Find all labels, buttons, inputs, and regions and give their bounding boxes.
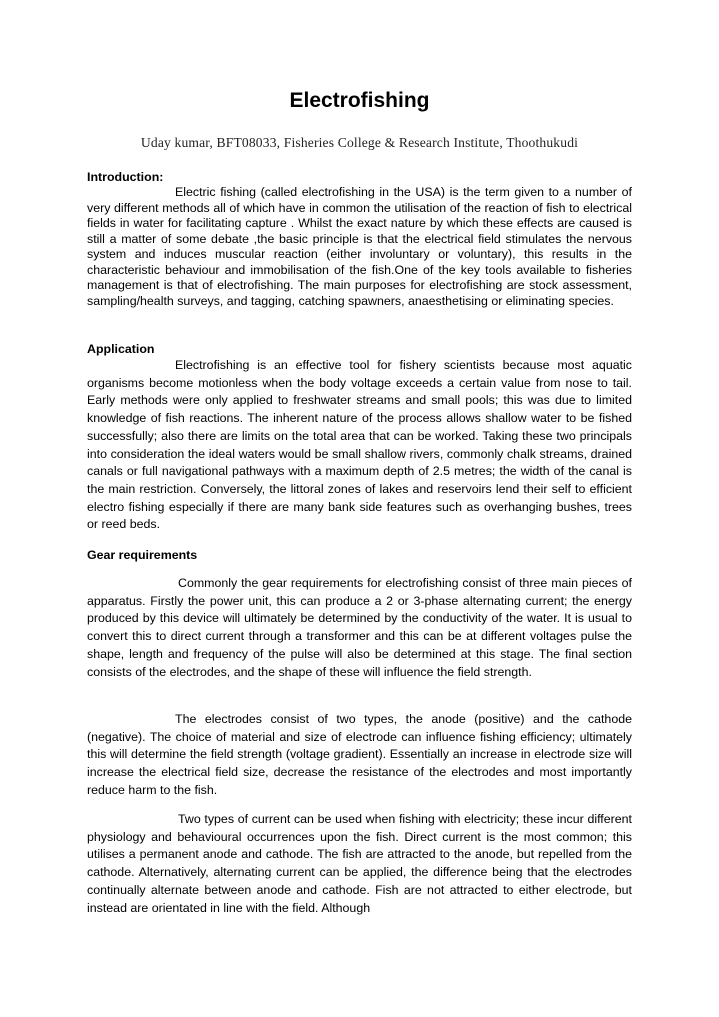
gear-paragraph-1: Commonly the gear requirements for electrofishing consist of three main pieces of apparatus. Firstly the power unit, this can produce a 2 or 3-phase alternating current; the energy produced by this device will ultimately be determined by the conductivity of the water. It is usual to convert this to direct current through a transformer and this can be at different voltages pulse the shape, length and frequency of the pulse will also be determined at this stage. The final section consists of the electrodes, and the shape of these will influence the field strength. [87, 576, 632, 679]
gear-paragraph-3: Two types of current can be used when fishing with electricity; these incur different physiology and behavioural occurrences upon the fish. Direct current is the most common; this utilises a permanent anode and cathode. The fish are attracted to the anode, but repelled from the cathode. Alternatively, alternating current can be applied, the difference being that the electrodes continually alternate between anode and cathode. Fish are not attracted to either electrode, but instead are orientated in line with the field. Although [87, 812, 632, 915]
gear-paragraph-2-block [87, 711, 632, 800]
author-line: Uday kumar, BFT08033, Fisheries College & Research Institute, Thoothukudi [140, 135, 579, 150]
gear-paragraph-1-block [87, 575, 632, 681]
introduction-section [87, 169, 632, 309]
gear-paragraph-2: The electrodes consist of two types, the anode (positive) and the cathode (negative). The choice of material and size of electrode can influence fishing efficiency; ultimately this will determine the field strength (voltage gradient). Essentially an increase in electrode size will increase the electrical field size, decrease the resistance of the electrodes and most importantly reduce harm to the fish. [87, 712, 632, 797]
application-section [87, 341, 632, 534]
document-title: Electrofishing [289, 89, 430, 112]
introduction-heading: Introduction: [87, 170, 164, 184]
gear-paragraph-3-block [87, 811, 632, 917]
gear-heading: Gear requirements [87, 548, 198, 562]
introduction-paragraph: Electric fishing (called electrofishing in the USA) is the term given to a number of very different methods all of which have in common the utilisation of the reaction of fish to electrical fields in water for facilitating capture . Whilst the exact nature by which these effects are caused is still a matter of some debate ,the basic principle is that the electrical field stimulates the nervous system and induces muscular reaction (either involuntary or voluntary), this results in the characteristic behaviour and immobilisation of the fish.One of the key tools available to fisheries management is that of electrofishing. The main purposes for electrofishing are stock assessment, sampling/health surveys, and tagging, catching spawners, anaesthetising or eliminating species. [87, 185, 632, 308]
application-paragraph: Electrofishing is an effective tool for fishery scientists because most aquatic organisms become motionless when the body voltage exceeds a certain value from nose to tail. Early methods were only applied to freshwater streams and small pools; this was due to limited knowledge of fish reactions. The inherent nature of the process allows shallow water to be fished successfully; also there are limits on the total area that can be worked. Taking these two principals into consideration the ideal waters would be small shallow rivers, commonly chalk streams, drained canals or full navigational pathways with a maximum depth of 2.5 metres; the width of the canal is the main restriction. Conversely, the littoral zones of lakes and reservoirs lend their self to efficient electro fishing especially if there are many bank side features such as overhanging bushes, trees or reed beds. [87, 358, 632, 532]
application-heading: Application [87, 342, 155, 356]
gear-heading-block [87, 547, 632, 563]
